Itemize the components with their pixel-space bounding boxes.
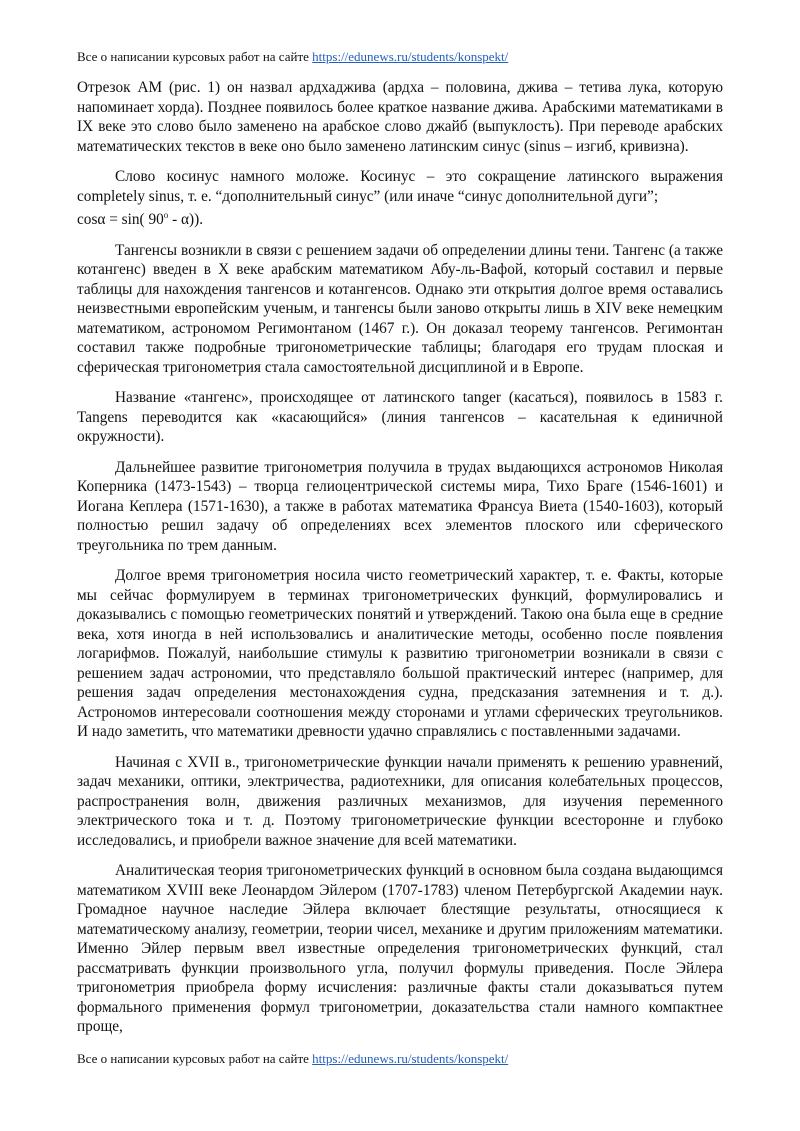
document-body — [77, 78, 723, 1048]
paragraph-8: Аналитическая теория тригонометрических функций в основном была создана выдающимся математиком XVIII веке Леонардом Эйлером (1707-1783) членом Петербургской Академии наук. Громадное научное наследие Эйлера включает блестящие результаты, относящиеся к математическому анализу, геометрии, теории чисел, механике и другим приложениям математики. Именно Эйлер первым ввел известные определения тригонометрических функций, стал рассматривать функции произвольного угла, получил формулы приведения. После Эйлера тригонометрия приобрела форму исчисления: различные факты стали доказываться путем формального применения формул тригонометрии, доказательства стали намного компактнее проще, — [77, 862, 723, 1035]
footer-link[interactable]: https://edunews.ru/students/konspekt/ — [312, 1051, 509, 1066]
paragraph-1: Отрезок АМ (рис. 1) он назвал ардхаджива (ардха – половина, джива – тетива лука, которую напоминает хорда). Позднее появилось более краткое название джива. Арабскими математиками в IX веке это слово было заменено на арабское слово джайб (выпуклость). При переводе арабских математических текстов в веке оно было заменено латинским синус (sinus – изгиб, кривизна). — [77, 79, 723, 155]
cos-formula-rhs: - α)). — [168, 211, 204, 228]
page-footer — [77, 1051, 508, 1067]
paragraph-2-text: Слово косинус намного моложе. Косинус – это сокращение латинского выражения completely sinus, т. е. “дополнительный синус” (или иначе “синус дополнительной дуги”; — [77, 168, 723, 205]
header-text: Все о написании курсовых работ на сайте — [77, 49, 313, 64]
paragraph-3: Тангенсы возникли в связи с решением задачи об определении длины тени. Тангенс (а также котангенс) введен в X веке арабским математиком Абу-ль-Вафой, который составил и первые таблицы для нахождения тангенсов и котангенсов. Однако эти открытия долгое время оставались неизвестными европейским ученым, и тангенсы были заново открыты лишь в XIV веке немецким математиком, астрономом Регимонтаном (1467 г.). Он доказал теорему тангенсов. Регимонтан составил также подробные тригонометрические таблицы; благодаря его трудам плоская и сферическая тригонометрия стала самостоятельной дисциплиной и в Европе. — [77, 241, 723, 376]
page-header — [77, 49, 508, 65]
cos-formula — [77, 211, 203, 228]
paragraph-7: Начиная с XVII в., тригонометрические функции начали применять к решению уравнений, задач механики, оптики, электричества, радиотехники, для описания колебательных процессов, распространения волн, движения различных механизмов, для изучения переменного электрического тока и т. д. Поэтому тригонометрические функции всесторонне и глубоко исследовались, и приобрели важное значение для всей математики. — [77, 753, 723, 849]
paragraph-5: Дальнейшее развитие тригонометрия получила в трудах выдающихся астрономов Николая Коперника (1473-1543) – творца гелиоцентрической системы мира, Тихо Браге (1546-1601) и Иогана Кеплера (1571-1630), а также в работах математика Франсуа Виета (1540-1603), который полностью решил задачу об определениях всех элементов плоского или сферического треугольника по трем данным. — [77, 458, 723, 554]
paragraph-6: Долгое время тригонометрия носила чисто геометрический характер, т. е. Факты, которые мы сейчас формулируем в терминах тригонометрических функций, формулировались и доказывались с помощью геометрических понятий и утверждений. Такою она была еще в средние века, хотя иногда в ней использовались и аналитические методы, особенно после появления логарифмов. Пожалуй, наибольшие стимулы к развитию тригонометрии возникали в связи с решением задач астрономии, что представляло большой практический интерес (например, для решения задач определения местонахождения судна, предсказания затемнения и т. д.). Астрономов интересовали соотношения между сторонами и углами сферических треугольников. И надо заметить, что математики древности удачно справлялись с поставленными задачами. — [77, 567, 723, 740]
cos-formula-lhs: cosα = sin( 90 — [77, 211, 164, 228]
footer-text: Все о написании курсовых работ на сайте — [77, 1051, 313, 1066]
degree-sign: o — [163, 210, 169, 220]
header-link[interactable]: https://edunews.ru/students/konspekt/ — [312, 49, 509, 64]
paragraph-4: Название «тангенс», происходящее от латинского tanger (касаться), появилось в 1583 г. Tangens переводится как «касающийся» (линия тангенсов – касательная к единичной окружности). — [77, 389, 723, 445]
paragraph-2 — [77, 167, 723, 230]
